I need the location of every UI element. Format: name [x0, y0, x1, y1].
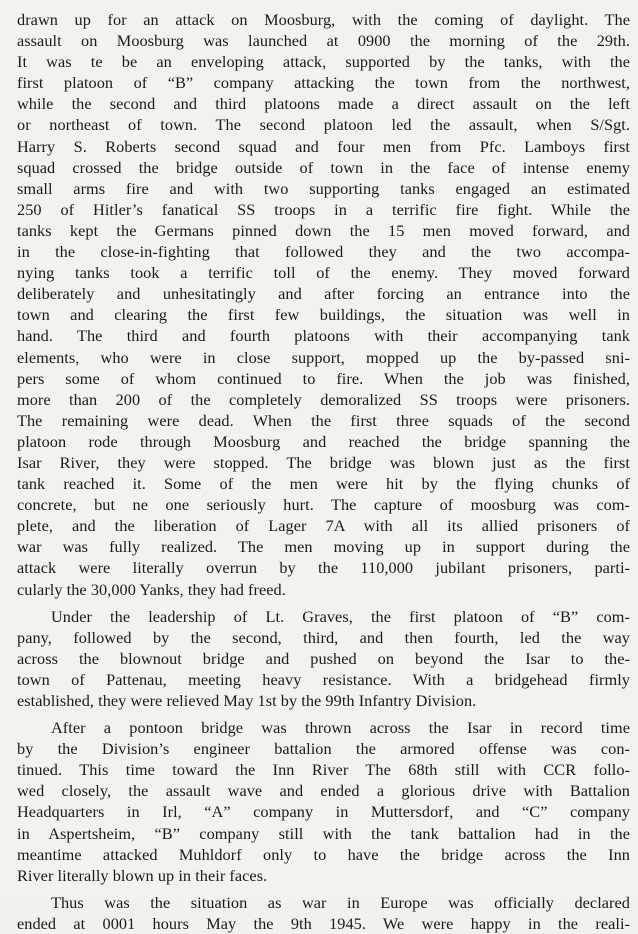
text-line: tank reached it. Some of the men were hit by the flying chunks of: [17, 474, 630, 494]
text-line: tinued. This time toward the Inn River The 68th still with CCR follo-: [17, 760, 630, 780]
text-line: Harry S. Roberts second squad and four men from Pfc. Lamboys first: [17, 136, 630, 156]
text-line: squad crossed the bridge outside of town in the face of intense enemy: [17, 157, 630, 177]
text-line: established, they were relieved May 1st by the 99th Infantry Division.: [17, 691, 477, 710]
text-line: Under the leadership of Lt. Graves, the first platoon of “B” com-: [51, 606, 630, 626]
text-line: in Aspertsheim, “B” company still with the tank battalion had in the: [17, 823, 630, 843]
text-line: town of Pattenau, meeting heavy resistance. With a bridgehead firmly: [17, 669, 630, 689]
text-line: wed closely, the assault wave and ended a glorious drive with Battalion: [17, 781, 630, 801]
text-line: elements, who were in close support, mopped up the by-passed sni-: [17, 347, 630, 367]
text-line: war was fully realized. The men moving up in support during the: [17, 537, 630, 557]
text-line: ended at 0001 hours May the 9th 1945. We were happy in the reali-: [17, 913, 630, 933]
text-line: After a pontoon bridge was thrown across the Isar in record time: [51, 718, 630, 738]
text-line: more than 200 of the completely demoralized SS troops were prisoners.: [17, 389, 630, 409]
text-line: deliberately and unhesitatingly and after forcing an entrance into the: [17, 284, 630, 304]
text-line: meantime attacked Muhldorf only to have the bridge across the Inn: [17, 844, 630, 864]
paragraph: [17, 9, 630, 600]
text-line: concrete, but ne one seriously hurt. The capture of moosburg was com-: [17, 495, 630, 515]
text-line: hand. The third and fourth platoons with their accompanying tank: [17, 326, 630, 346]
text-line: tanks kept the Germans pinned down the 15 men moved forward, and: [17, 220, 630, 240]
text-line: while the second and third platoons made a direct assault on the left: [17, 94, 630, 114]
text-line: Isar River, they were stopped. The bridge was blown just as the first: [17, 452, 630, 472]
text-line: assault on Moosburg was launched at 0900 the morning of the 29th.: [17, 31, 630, 51]
text-line: or northeast of town. The second platoon led the assault, when S/Sgt.: [17, 115, 630, 135]
paragraph: [17, 892, 630, 934]
text-line: River literally blown up in their faces.: [17, 865, 268, 885]
text-line: Headquarters in Irl, “A” company in Muttersdorf, and “C” company: [17, 802, 630, 822]
text-line: plete, and the liberation of Lager 7A with all its allied prisoners of: [17, 516, 630, 536]
text-line: nying tanks took a terrific toll of the enemy. They moved forward: [17, 263, 630, 283]
body-text: [17, 9, 630, 934]
text-line: The remaining were dead. When the first three squads of the second: [17, 410, 630, 430]
text-line: drawn up for an attack on Moosburg, with the coming of daylight. The: [17, 10, 630, 29]
text-line: across the blownout bridge and pushed on beyond the Isar to the-: [17, 648, 630, 668]
text-line: small arms fire and with two supporting tanks engaged an estimated: [17, 178, 630, 198]
text-line: cularly the 30,000 Yanks, they had freed.: [17, 579, 286, 599]
text-line: in the close-in-fighting that followed they and the two accompa-: [17, 242, 630, 262]
text-line: town and clearing the first few buildings, the situation was well in: [17, 305, 630, 325]
text-line: pers some of whom continued to fire. When the job was finished,: [17, 368, 630, 388]
text-line: platoon rode through Moosburg and reached the bridge spanning the: [17, 431, 630, 451]
text-line: first platoon of “B” company attacking the town from the northwest,: [17, 73, 630, 93]
text-line: pany, followed by the second, third, and then fourth, led the way: [17, 627, 630, 647]
paragraph: [17, 606, 630, 711]
text-line: It was te be an enveloping attack, supported by the tanks, with the: [17, 52, 630, 72]
text-line: 250 of Hitler’s fanatical SS troops in a terrific fire fight. While the: [17, 199, 630, 219]
paragraph: [17, 717, 630, 886]
text-line: by the Division’s engineer battalion the armored offense was con-: [17, 739, 630, 759]
text-line: attack were literally overrun by the 110,000 jubilant prisoners, parti-: [17, 558, 630, 578]
text-line: Thus was the situation as war in Europe was officially declared: [51, 892, 630, 912]
